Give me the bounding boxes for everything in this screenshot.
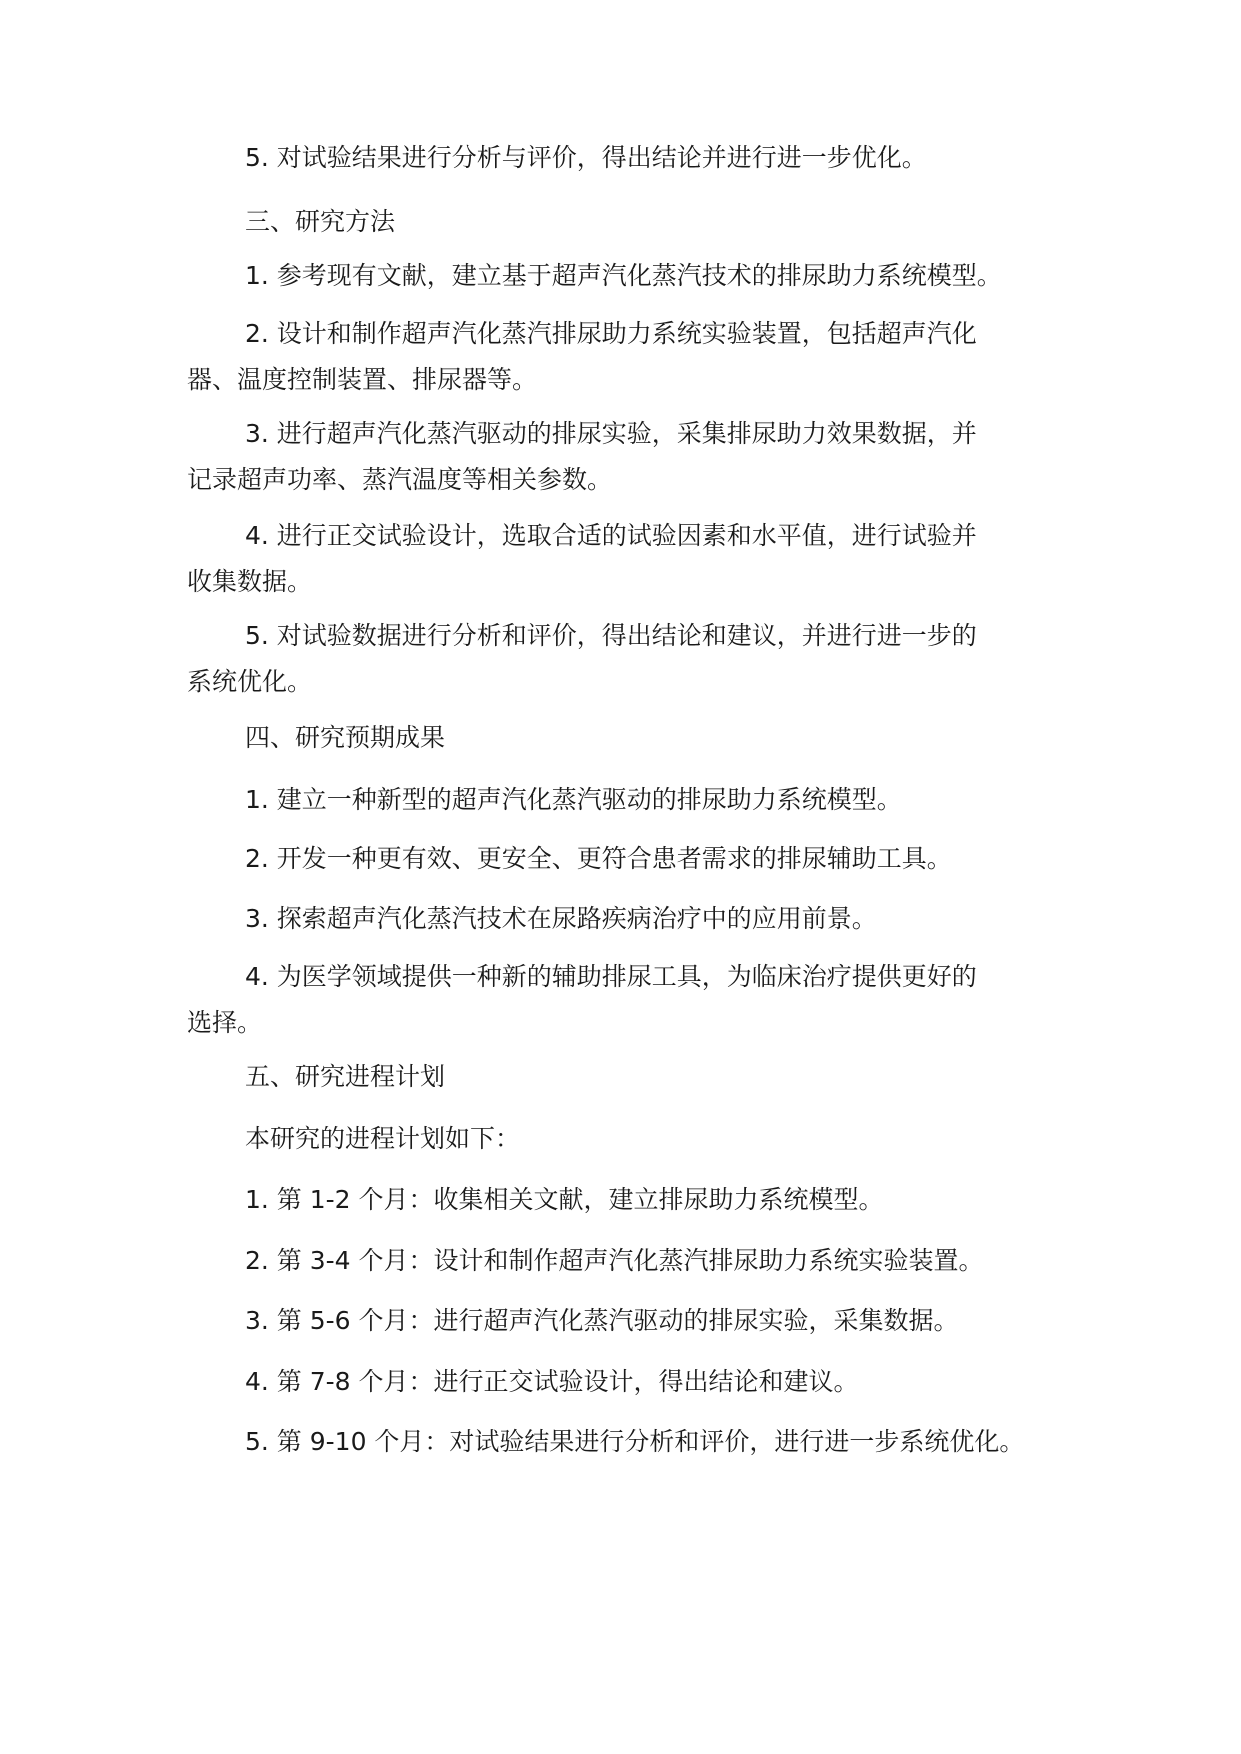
method-item-2-line-2: 器、温度控制装置、排尿器等。 (187, 365, 538, 394)
result-item-1: 1. 建立一种新型的超声汽化蒸汽驱动的排尿助力系统模型。 (245, 785, 902, 814)
method-item-5-line-2: 系统优化。 (187, 667, 313, 696)
result-item-4-line-2: 选择。 (187, 1008, 263, 1037)
method-item-3-line-1: 3. 进行超声汽化蒸汽驱动的排尿实验，采集排尿助力效果数据，并 (245, 419, 977, 448)
method-item-2-line-1: 2. 设计和制作超声汽化蒸汽排尿助力系统实验装置，包括超声汽化 (245, 319, 977, 348)
result-item-4-line-1: 4. 为医学领域提供一种新的辅助排尿工具，为临床治疗提供更好的 (245, 962, 977, 991)
section-heading-methods: 三、研究方法 (245, 207, 396, 236)
method-item-4-line-1: 4. 进行正交试验设计，选取合适的试验因素和水平值，进行试验并 (245, 521, 977, 550)
result-item-2: 2. 开发一种更有效、更安全、更符合患者需求的排尿辅助工具。 (245, 844, 952, 873)
method-item-4-line-2: 收集数据。 (187, 567, 313, 596)
schedule-intro: 本研究的进程计划如下： (245, 1124, 521, 1153)
method-item-5-line-1: 5. 对试验数据进行分析和评价，得出结论和建议，并进行进一步的 (245, 621, 977, 650)
method-item-3-line-2: 记录超声功率、蒸汽温度等相关参数。 (187, 465, 613, 494)
schedule-item-1: 1. 第 1-2 个月：收集相关文献，建立排尿助力系统模型。 (245, 1185, 884, 1214)
section-heading-schedule: 五、研究进程计划 (245, 1062, 446, 1091)
method-item-1: 1. 参考现有文献，建立基于超声汽化蒸汽技术的排尿助力系统模型。 (245, 261, 1002, 290)
schedule-item-5: 5. 第 9-10 个月：对试验结果进行分析和评价，进行进一步系统优化。 (245, 1427, 1025, 1456)
result-item-3: 3. 探索超声汽化蒸汽技术在尿路疾病治疗中的应用前景。 (245, 904, 877, 933)
schedule-item-2: 2. 第 3-4 个月：设计和制作超声汽化蒸汽排尿助力系统实验装置。 (245, 1246, 984, 1275)
schedule-item-4: 4. 第 7-8 个月：进行正交试验设计，得出结论和建议。 (245, 1367, 859, 1396)
schedule-item-3: 3. 第 5-6 个月：进行超声汽化蒸汽驱动的排尿实验，采集数据。 (245, 1306, 959, 1335)
paragraph-step-5-analysis: 5. 对试验结果进行分析与评价，得出结论并进行进一步优化。 (245, 143, 927, 172)
section-heading-expected-results: 四、研究预期成果 (245, 723, 446, 752)
